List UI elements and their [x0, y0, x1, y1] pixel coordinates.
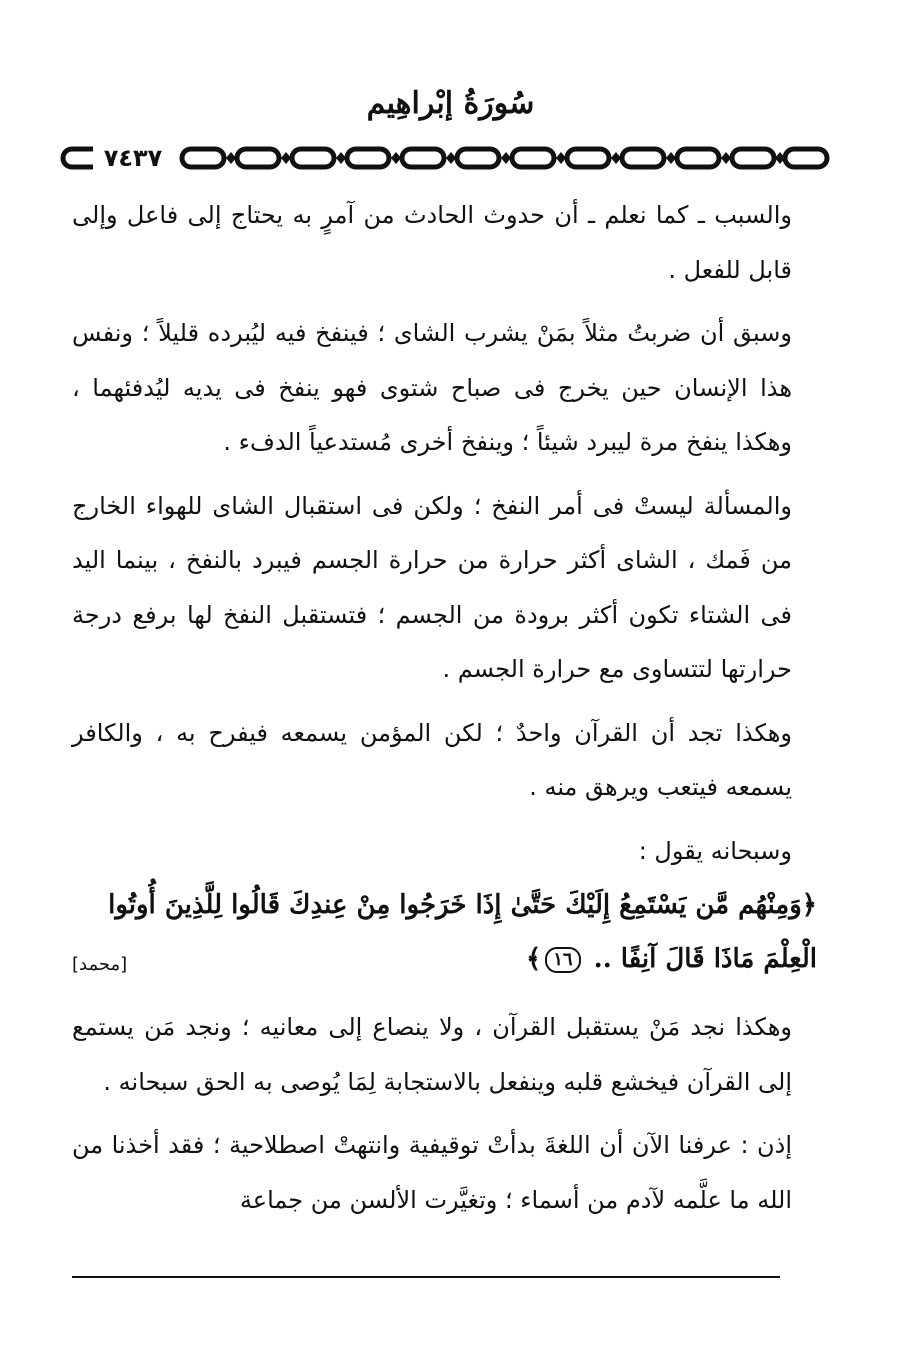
quran-verse	[72, 878, 817, 988]
verse-text-2: الْعِلْمَ مَاذَا قَالَ آنِفًا ..	[593, 944, 817, 974]
verse-line-2	[72, 932, 817, 986]
footer-rule	[72, 1276, 780, 1278]
paragraph: وسبق أن ضربتُ مثلاً بمَنْ يشرب الشاى ؛ فينفخ فيه ليُبرده قليلاً ؛ ونفس هذا الإنسان حين يخرج فى صباح شتوى فهو ينفخ فى يديه ليُدفئهما ، وهكذا ينفخ مرة ليبرد شيئاً ؛ وينفخ أخرى مُستدعياً الدفء .	[72, 319, 792, 456]
verse-source-label: [محمد]	[72, 954, 128, 975]
verse-line-1	[72, 878, 817, 932]
ayah-number-badge: ١٦	[545, 947, 580, 973]
paragraph: وهكذا نجد مَنْ يستقبل القرآن ، ولا ينصاع إلى معانيه ؛ ونجد مَن يستمع إلى القرآن فيخشع قلبه وينفعل بالاستجابة لِمَا يُوصى به الحق سبحانه .	[72, 1013, 792, 1096]
verse-open-bracket: ﴿	[801, 890, 817, 920]
paragraph: والمسألة ليستْ فى أمر النفخ ؛ ولكن فى استقبال الشاى للهواء الخارج من فَمك ، الشاى أكثر حرارة من حرارة الجسم فيبرد بالنفخ ، بينما اليد فى الشتاء تكون أكثر برودة من الجسم ؛ فتستقبل النفخ لها برفع درجة حرارتها لتتساوى مع حرارة الجسم .	[72, 491, 792, 683]
surah-title: سُورَةُ إبْراهِيم	[366, 86, 535, 121]
paragraph: إذن : عرفنا الآن أن اللغةَ بدأتْ توقيفية وانتهتْ اصطلاحية ؛ فقد أخذنا من الله ما علَّمه لآدم من أسماء ؛ وتغيَّرت الألسن من جماعة	[72, 1131, 792, 1214]
body-text-top	[72, 188, 792, 887]
verse-close-bracket: ﴾	[526, 944, 542, 974]
verse-text-1: وَمِنْهُم مَّن يَسْتَمِعُ إِلَيْكَ حَتَّىٰ إِذَا خَرَجُوا مِنْ عِندِكَ قَالُوا لِلَّذِينَ أُوتُوا	[108, 890, 802, 920]
page-number: ٧٤٣٧	[93, 139, 173, 177]
body-text-bottom	[72, 1000, 792, 1236]
chain-border-ornament	[60, 139, 830, 179]
paragraph: وسبحانه يقول :	[638, 836, 792, 865]
paragraph: وهكذا تجد أن القرآن واحدٌ ؛ لكن المؤمن يسمعه فيفرح به ، والكافر يسمعه فيتعب ويرهق منه .	[72, 718, 792, 801]
paragraph: والسبب ـ كما نعلم ـ أن حدوث الحادث من آمرٍ به يحتاج إلى فاعل وإلى قابل للفعل .	[72, 201, 792, 284]
